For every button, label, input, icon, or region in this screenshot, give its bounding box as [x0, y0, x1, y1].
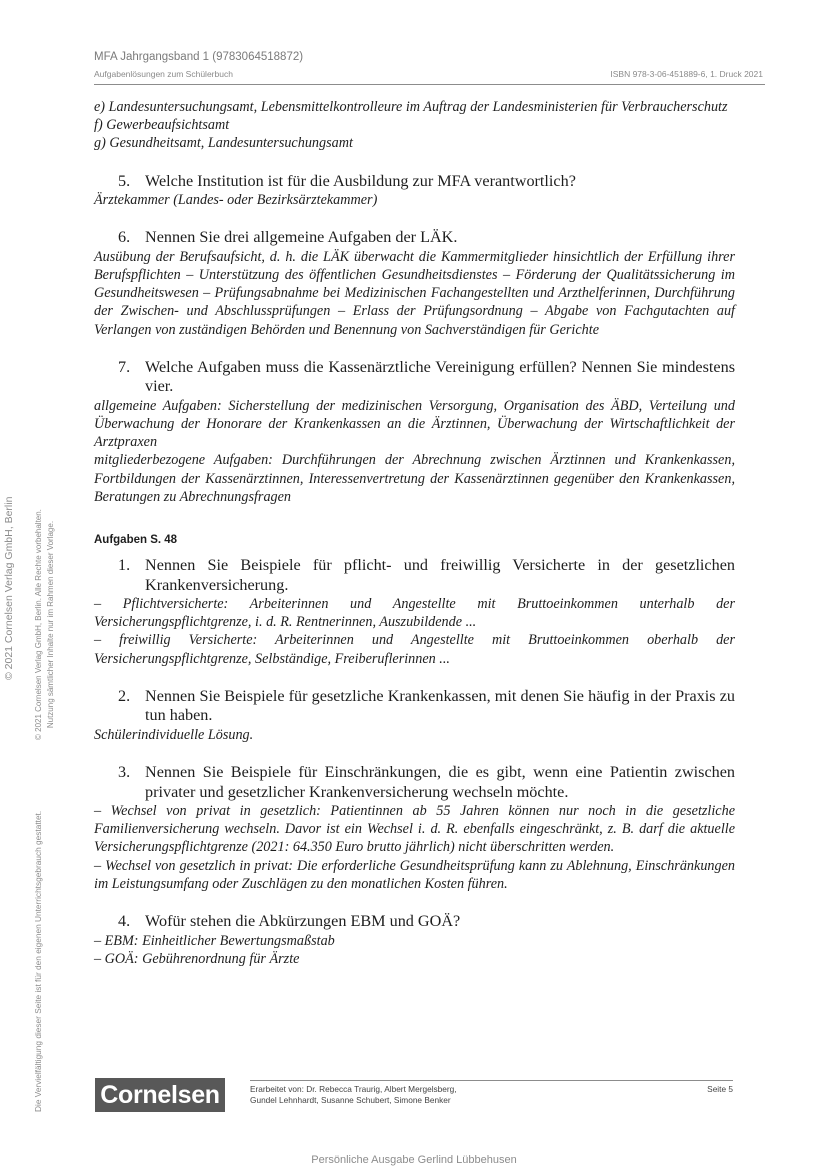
question-text: Nennen Sie Beispiele für pflicht- und freiwillig Versicherte in der gesetzlichen Krankenversicherung.	[145, 556, 735, 594]
answer-s48-1b: – freiwillig Versicherte: Arbeiterinnen und Angestellte mit Bruttoeinkommen oberhalb der Versicherungspflichtgrenze, Selbständige, Freiberuflerinnen ...	[94, 632, 735, 667]
question-block-s48-4	[94, 912, 735, 968]
question-number: 3.	[118, 763, 131, 782]
answer-s48-4a: – EBM: Einheitlicher Bewertungsmaßstab	[94, 932, 335, 949]
answer-6: Ausübung der Berufsaufsicht, d. h. die LÄK überwacht die Kammermitglieder hinsichtlich der Erfüllung ihrer Berufspflichten – Unterstützung des öffentlichen Gesundheitsdienstes – Förderung der Qualitätssicherung im Gesundheitswesen – Prüfungsabnahme bei Medizinischen Fachangestellten und Arzthelferinnen, Durchführung der Zwischen- und Abschlussprüfungen – Erlass der Prüfungsordnung – Abgabe von Fachgutachten auf Verlangen von zuständigen Behörden und Benennung von Sachverständigen für Gerichte	[94, 248, 735, 338]
answer-item-g: g) Gesundheitsamt, Landesuntersuchungsamt	[94, 135, 353, 152]
answer-s48-3a: – Wechsel von privat in gesetzlich: Patientinnen ab 55 Jahren können nur noch in die gesetzliche Familienversicherung wechseln. Davor ist ein Wechsel i. d. R. ebenfalls eingeschränkt, z. B. darf die aktuelle Versicherungspflichtgrenze (2021: 64.350 Euro brutto jährlich) nicht überschritten werden.	[94, 803, 735, 856]
answer-5: Ärztekammer (Landes- oder Bezirksärztekammer)	[94, 192, 378, 209]
credit-line-1: Erarbeitet von: Dr. Rebecca Traurig, Albert Mergelsberg,	[250, 1084, 457, 1094]
book-subtitle: Aufgabenlösungen zum Schülerbuch	[94, 69, 233, 79]
credit-line-2: Gundel Lehnhardt, Susanne Schubert, Simone Benker	[250, 1095, 451, 1105]
question-6	[94, 228, 735, 248]
question-block-7	[94, 358, 735, 506]
question-text: Wofür stehen die Abkürzungen EBM und GOÄ?	[145, 912, 461, 931]
question-number: 1.	[118, 556, 131, 575]
author-credits	[250, 1084, 457, 1106]
question-5	[94, 172, 735, 192]
question-number: 6.	[118, 228, 131, 247]
side-usage-note: Die Vervielfältigung dieser Seite ist für den eigenen Unterrichtsgebrauch gestattet.	[33, 810, 43, 1112]
question-text: Welche Aufgaben muss die Kassenärztliche Vereinigung erfüllen? Nennen Sie mindestens vier.	[145, 357, 735, 396]
header-divider	[94, 84, 765, 85]
question-number: 7.	[118, 357, 131, 376]
answer-7-general: allgemeine Aufgaben: Sicherstellung der medizinischen Versorgung, Organisation des ÄBD, Verteilung und Überwachung der Honorare der Krankenkassen an die Ärztinnen, Überwachung der Wirtschaftlichkeit der Arztpraxen	[94, 397, 735, 451]
page-number: Seite 5	[707, 1084, 733, 1094]
question-block-s48-2	[94, 687, 735, 744]
question-block-s48-3	[94, 763, 735, 893]
side-copyright-large: © 2021 Cornelsen Verlag GmbH, Berlin	[3, 496, 15, 680]
question-number: 2.	[118, 686, 131, 705]
personal-edition-label: Persönliche Ausgabe Gerlind Lübbehusen	[311, 1154, 517, 1166]
question-s48-1	[94, 556, 735, 595]
question-block-s48-1	[94, 556, 735, 668]
answer-7-members: mitgliederbezogene Aufgaben: Durchführungen der Abrechnung zwischen Ärztinnen und Krankenkassen, Fortbildungen der Kassenärztinnen, Interessenvertretung der Kassenärztinnen gegenüber den Krankenkassen, Beratungen zu Abrechnungsfragen	[94, 452, 735, 505]
question-block-6	[94, 228, 735, 339]
book-title: MFA Jahrgangsband 1 (9783064518872)	[94, 51, 304, 63]
question-block-5	[94, 172, 735, 210]
question-7	[94, 358, 735, 397]
cornelsen-logo: Cornelsen	[95, 1078, 225, 1112]
answer-item-e: e) Landesuntersuchungsamt, Lebensmittelkontrolleure im Auftrag der Landesministerien für Verbraucherschutz	[94, 99, 728, 115]
answer-s48-4b: – GOÄ: Gebührenordnung für Ärzte	[94, 950, 300, 967]
question-text: Nennen Sie Beispiele für gesetzliche Krankenkassen, mit denen Sie häufig in der Praxis zu tun haben.	[145, 686, 735, 725]
side-copyright-small	[33, 509, 57, 740]
question-s48-2	[94, 687, 735, 726]
answer-s48-2: Schülerindividuelle Lösung.	[94, 726, 254, 743]
side-copyright-line1: © 2021 Cornelsen Verlag GmbH, Berlin. Alle Rechte vorbehalten.	[34, 509, 43, 740]
question-number: 5.	[118, 171, 131, 190]
page-body	[94, 98, 735, 968]
question-text: Nennen Sie drei allgemeine Aufgaben der LÄK.	[145, 228, 458, 247]
question-text: Welche Institution ist für die Ausbildung zur MFA verantwortlich?	[145, 171, 576, 190]
question-number: 4.	[118, 912, 131, 931]
footer-divider	[250, 1080, 733, 1081]
answer-item-f: f) Gewerbeaufsichtsamt	[94, 117, 230, 134]
question-s48-3	[94, 763, 735, 802]
question-text: Nennen Sie Beispiele für Einschränkungen, die es gibt, wenn eine Patientin zwischen privater und gesetzlicher Krankenversicherung wechseln möchte.	[145, 763, 735, 801]
answer-s48-1a: – Pflichtversicherte: Arbeiterinnen und Angestellte mit Bruttoeinkommen unterhalb der Versicherungspflichtgrenze, i. d. R. Rentnerinnen, Auszubildende ...	[94, 596, 735, 631]
answer-s48-3b: – Wechsel von gesetzlich in privat: Die erforderliche Gesundheitsprüfung kann zu Ablehnung, Einschränkungen im Leistungsumfang oder Zuschlägen zu den monatlichen Kosten führen.	[94, 857, 735, 892]
question-s48-4	[94, 912, 735, 932]
section-heading: Aufgaben S. 48	[94, 534, 178, 547]
isbn-label: ISBN 978-3-06-451889-6, 1. Druck 2021	[610, 69, 763, 79]
side-copyright-line2: Nutzung sämtlicher Inhalte nur im Rahmen dieser Vorlage.	[46, 520, 55, 729]
